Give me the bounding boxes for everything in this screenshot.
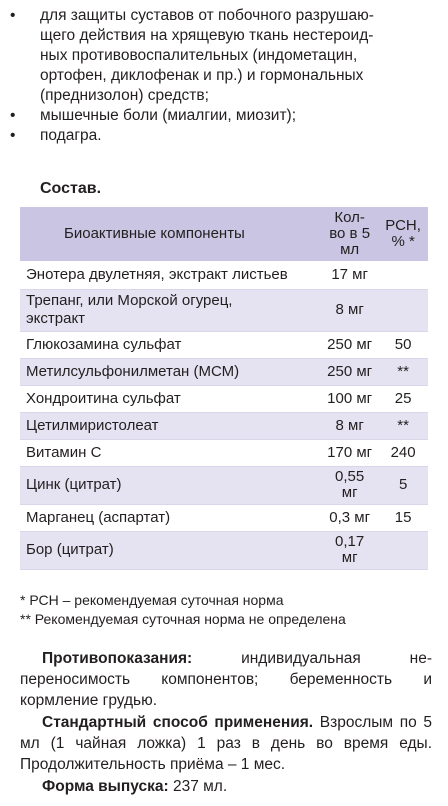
bullet-icon: • bbox=[10, 7, 16, 24]
header-line: во в 5 bbox=[329, 225, 371, 242]
component-name bbox=[20, 504, 321, 531]
component-amount bbox=[321, 412, 378, 439]
table-row bbox=[20, 439, 428, 466]
component-name bbox=[20, 439, 321, 466]
footnote-1: * РСН – рекомендуемая суточная норма bbox=[20, 592, 284, 608]
bullet-icon: • bbox=[10, 107, 16, 124]
table-row bbox=[20, 466, 428, 504]
usage-paragraph bbox=[20, 712, 432, 775]
list-item-line: ных противовоспалительных (индометацин, bbox=[40, 47, 358, 64]
component-name-line: Хондроитина сульфат bbox=[26, 389, 181, 407]
component-amount-line: 8 мг bbox=[335, 301, 364, 318]
header-line: % * bbox=[391, 233, 415, 250]
form-paragraph bbox=[20, 776, 432, 797]
component-amount bbox=[321, 331, 378, 358]
contraindications-paragraph bbox=[20, 648, 432, 711]
component-name bbox=[20, 531, 321, 569]
list-item bbox=[10, 126, 438, 146]
contraindications-text: индивидуальная не-переносимость компонентов; беременность и кормление грудью. bbox=[20, 650, 432, 709]
component-name bbox=[20, 358, 321, 385]
list-item-line: (преднизолон) средств; bbox=[40, 87, 209, 104]
component-amount-line: мг bbox=[341, 549, 358, 566]
list-item-line: для защиты суставов от побочного разрушаю- bbox=[40, 7, 374, 24]
list-item-line: щего действия на хрящевую ткань нестероид- bbox=[40, 27, 374, 44]
component-rsn bbox=[378, 531, 428, 569]
component-name-line: Марганец (аспартат) bbox=[26, 508, 171, 526]
component-amount bbox=[321, 531, 378, 569]
component-name bbox=[20, 385, 321, 412]
table-row bbox=[20, 531, 428, 569]
component-amount bbox=[321, 466, 378, 504]
component-rsn: 50 bbox=[378, 331, 428, 358]
table-row bbox=[20, 289, 428, 331]
component-name-line: Метилсульфонилметан (МСМ) bbox=[26, 362, 240, 380]
component-amount bbox=[321, 385, 378, 412]
component-amount-line: 250 мг bbox=[327, 335, 373, 353]
component-rsn bbox=[378, 261, 428, 289]
component-rsn: 240 bbox=[378, 439, 428, 466]
contraindications-label: Противопоказания: bbox=[42, 650, 193, 667]
component-name-line: Глюкозамина сульфат bbox=[26, 335, 182, 353]
header-rsn bbox=[378, 207, 428, 261]
component-amount-line: 170 мг bbox=[327, 443, 373, 461]
header-line: мл bbox=[340, 241, 360, 258]
table-row bbox=[20, 331, 428, 358]
component-rsn: ** bbox=[378, 412, 428, 439]
component-name bbox=[20, 331, 321, 358]
component-amount bbox=[321, 439, 378, 466]
component-rsn: 5 bbox=[378, 466, 428, 504]
list-item-line: ортофен, диклофенак и пр.) и гормональных bbox=[40, 67, 364, 84]
component-amount-line: 100 мг bbox=[327, 389, 373, 407]
component-amount-line: 0,3 мг bbox=[329, 508, 371, 526]
header-amount bbox=[321, 207, 378, 261]
table-row bbox=[20, 261, 428, 289]
composition-heading: Состав. bbox=[40, 180, 102, 197]
header-line: Кол- bbox=[334, 209, 365, 226]
component-amount-line: 17 мг bbox=[331, 265, 368, 283]
list-item-line: подагра. bbox=[40, 127, 102, 144]
component-amount bbox=[321, 358, 378, 385]
form-label: Форма выпуска: bbox=[42, 778, 169, 795]
component-name bbox=[20, 289, 321, 331]
usage-text: Взрослым по 5 мл (1 чайная ложка) 1 раз в день во время еды. Продолжительность приёма – 1 мес. bbox=[20, 714, 432, 773]
component-amount-line: 0,55 bbox=[335, 468, 365, 485]
header-component: Биоактивные компоненты bbox=[20, 207, 321, 261]
component-name bbox=[20, 412, 321, 439]
composition-table bbox=[20, 207, 428, 570]
component-amount-line: мг bbox=[341, 484, 358, 501]
table-row bbox=[20, 385, 428, 412]
component-rsn: 15 bbox=[378, 504, 428, 531]
list-item bbox=[10, 6, 438, 106]
header-line: РСН, bbox=[385, 217, 421, 234]
component-amount-line: 8 мг bbox=[335, 416, 364, 434]
component-name-line: Цетилмиристолеат bbox=[26, 416, 159, 434]
component-name-line: Бор (цитрат) bbox=[26, 541, 114, 558]
component-amount bbox=[321, 504, 378, 531]
component-name bbox=[20, 261, 321, 289]
component-amount bbox=[321, 289, 378, 331]
footnote-2: ** Рекомендуемая суточная норма не определена bbox=[20, 611, 346, 627]
component-amount bbox=[321, 261, 378, 289]
table-row bbox=[20, 358, 428, 385]
footnotes bbox=[20, 591, 346, 629]
component-rsn: ** bbox=[378, 358, 428, 385]
component-rsn bbox=[378, 289, 428, 331]
component-name-line: Витамин С bbox=[26, 443, 102, 461]
component-amount-line: 0,17 bbox=[335, 533, 365, 550]
usage-label: Стандартный способ применения. bbox=[42, 714, 314, 731]
list-item-line: мышечные боли (миалгии, миозит); bbox=[40, 107, 297, 124]
component-amount-line: 250 мг bbox=[327, 362, 373, 380]
component-name-line: экстракт bbox=[26, 310, 86, 327]
table-row bbox=[20, 412, 428, 439]
table-header-row bbox=[20, 207, 428, 261]
component-name-line: Цинк (цитрат) bbox=[26, 476, 122, 493]
component-rsn: 25 bbox=[378, 385, 428, 412]
form-text: 237 мл. bbox=[168, 778, 228, 795]
component-name-line: Энотера двулетняя, экстракт листьев bbox=[26, 265, 288, 283]
table-row bbox=[20, 504, 428, 531]
component-name-line: Трепанг, или Морской огурец, bbox=[26, 292, 233, 309]
indications-list bbox=[10, 6, 438, 146]
list-item bbox=[10, 106, 438, 126]
bullet-icon: • bbox=[10, 127, 16, 144]
component-name bbox=[20, 466, 321, 504]
